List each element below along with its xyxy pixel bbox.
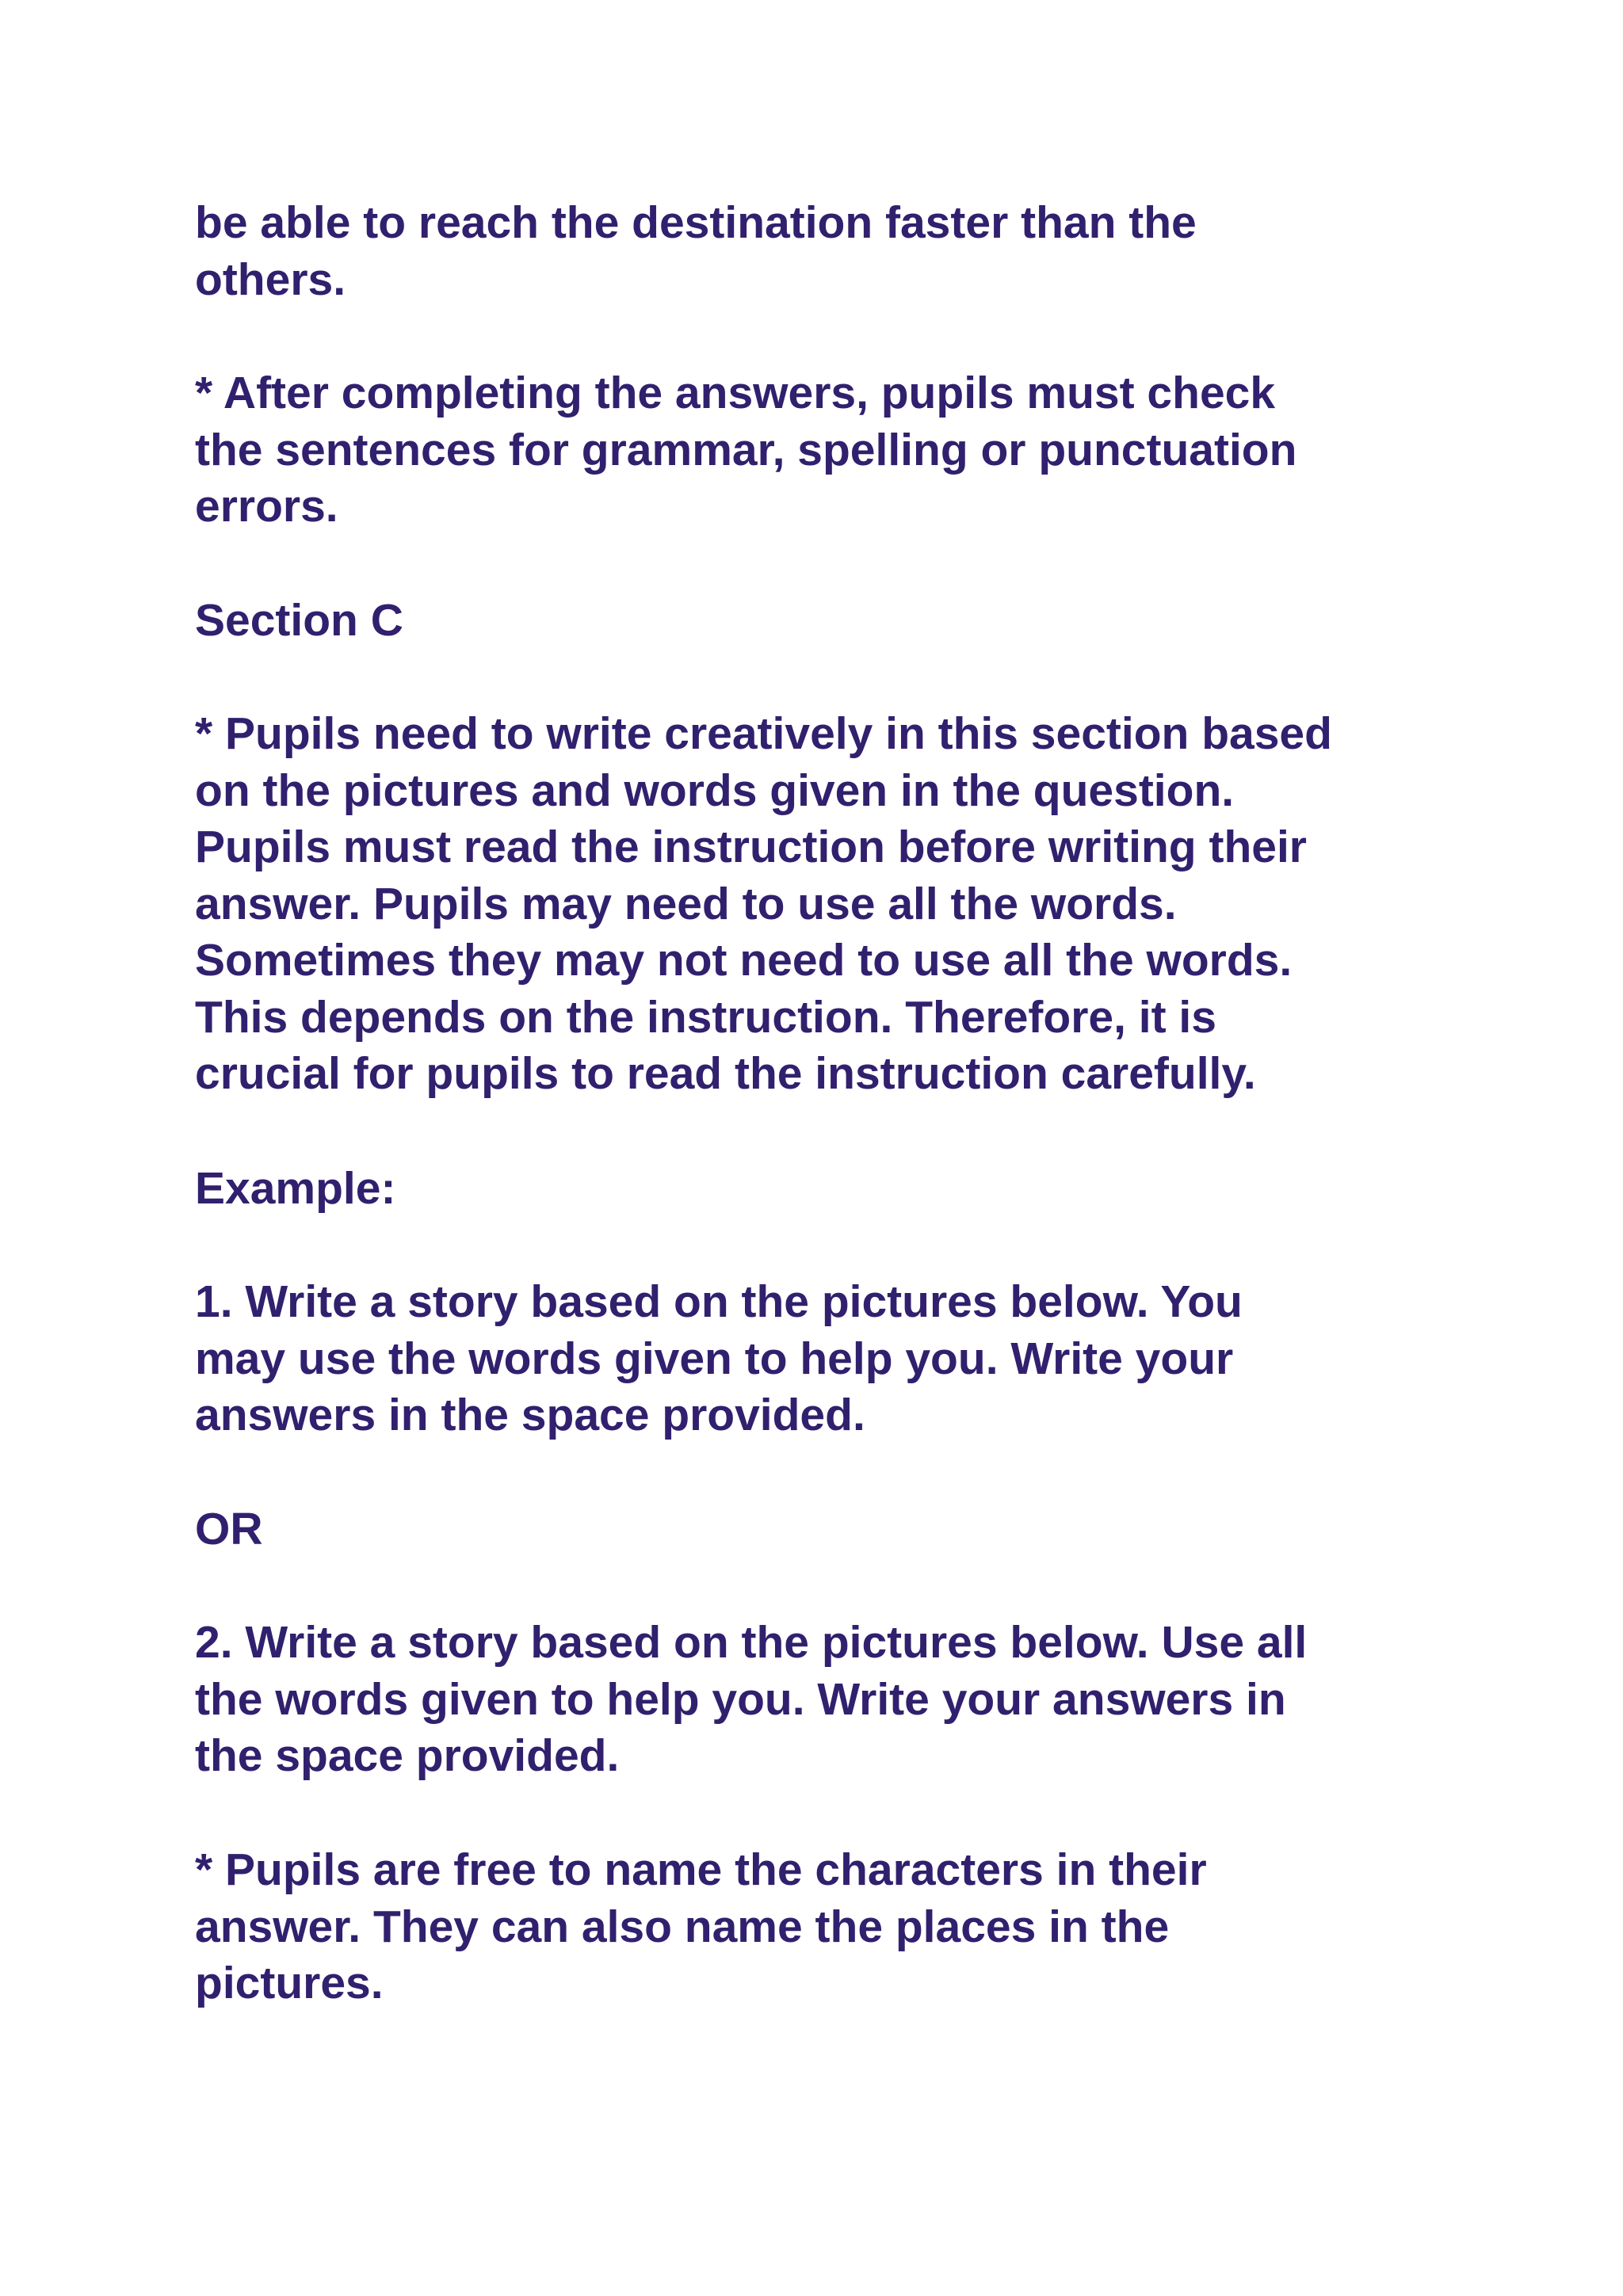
text-line: Sometimes they may not need to use all the words. xyxy=(195,935,1293,986)
text-line: others. xyxy=(195,254,346,305)
text-line: on the pictures and words given in the question. xyxy=(195,765,1235,816)
text-line: pictures. xyxy=(195,1958,384,2008)
checking-note xyxy=(195,365,1479,536)
example-heading xyxy=(195,1161,1479,1218)
text-line: the words given to help you. Write your answers in xyxy=(195,1673,1286,1725)
text-line: the sentences for grammar, spelling or punctuation xyxy=(195,424,1297,475)
text-line: the space provided. xyxy=(195,1730,620,1781)
example-1 xyxy=(195,1274,1479,1444)
or-separator xyxy=(195,1501,1479,1558)
text-line: be able to reach the destination faster than the xyxy=(195,197,1197,248)
text-line: crucial for pupils to read the instruction carefully. xyxy=(195,1048,1256,1099)
text-line: may use the words given to help you. Write your xyxy=(195,1333,1234,1384)
text-line: This depends on the instruction. Therefore, it is xyxy=(195,991,1216,1043)
example-2 xyxy=(195,1615,1479,1785)
continuation-paragraph xyxy=(195,195,1479,308)
text-line: errors. xyxy=(195,481,338,532)
naming-note xyxy=(195,1842,1479,2012)
text-line: answer. They can also name the places in the xyxy=(195,1901,1170,1952)
text-line: * Pupils are free to name the characters in their xyxy=(195,1844,1207,1895)
section-heading xyxy=(195,593,1479,650)
text-line: 1. Write a story based on the pictures below. You xyxy=(195,1276,1243,1327)
text-line: answer. Pupils may need to use all the words. xyxy=(195,878,1177,929)
text-line: * After completing the answers, pupils must check xyxy=(195,368,1276,418)
text-line: Section C xyxy=(195,595,403,646)
text-line: * Pupils need to write creatively in this section based xyxy=(195,708,1332,759)
text-line: answers in the space provided. xyxy=(195,1390,865,1440)
text-line: 2. Write a story based on the pictures below. Use all xyxy=(195,1617,1308,1668)
text-line: OR xyxy=(195,1504,263,1554)
text-line: Example: xyxy=(195,1163,396,1214)
text-line: Pupils must read the instruction before writing their xyxy=(195,822,1307,872)
section-c-instructions xyxy=(195,706,1479,1103)
